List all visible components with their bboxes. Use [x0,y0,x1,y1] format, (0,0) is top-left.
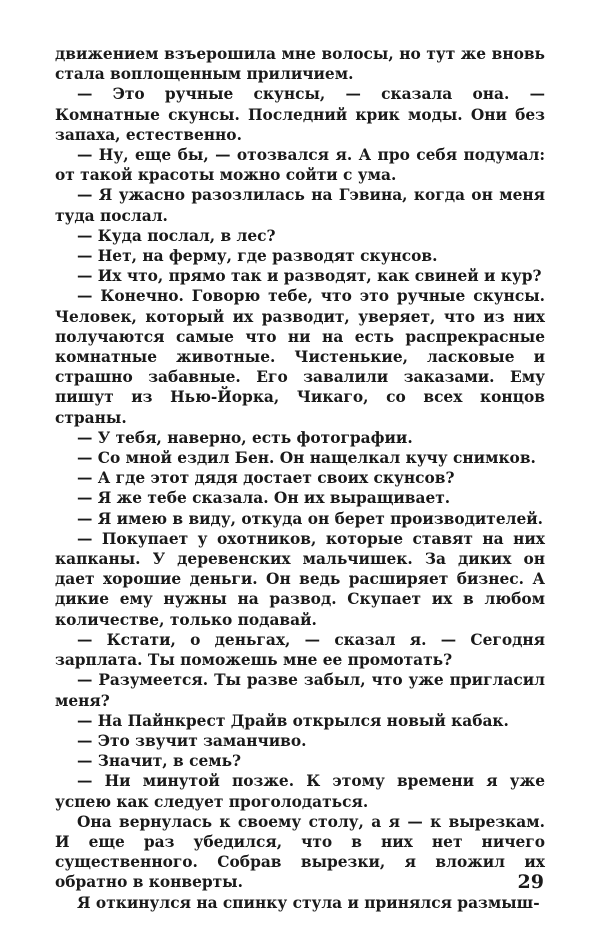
paragraph: — Ни минутой позже. К этому времени я уже успею как следует проголодаться. [55,772,545,811]
paragraph: — Со мной ездил Бен. Он нащелкал кучу снимков. [77,449,536,468]
paragraph: — Я ужасно разозлилась на Гэвина, когда он меня туда послал. [55,186,545,225]
paragraph: — Значит, в семь? [77,752,242,771]
paragraph: — Я же тебе сказала. Он их выращивает. [77,489,451,508]
paragraph: Я откинулся на спинку стула и принялся размыш- [77,893,540,912]
paragraph: — Это ручные скунсы, — сказала она. — Комнатные скунсы. Последний крик моды. Они без запаха, естественно. [55,85,545,144]
paragraph: — У тебя, наверно, есть фотографии. [77,428,413,447]
paragraph: — Ну, еще бы, — отозвался я. А про себя подумал: от такой красоты можно сойти с ума. [55,146,545,185]
paragraph: — Куда послал, в лес? [77,226,276,245]
paragraph: — Кстати, о деньгах, — сказал я. — Сегодня зарплата. Ты поможешь мне ее промотать? [55,630,545,670]
paragraph: — Их что, прямо так и разводят, как свиней и кур? [77,267,542,286]
paragraph: — А где этот дядя достает своих скунсов? [77,469,455,488]
paragraph: движением взъерошила мне волосы, но тут же вновь стала воплощенным приличием. [55,45,545,84]
paragraph: — Это звучит заманчиво. [77,731,307,750]
paragraph: — На Пайнкрест Драйв открылся новый кабак. [77,711,509,730]
paragraph: — Покупает у охотников, которые ставят на них капканы. У деревенских мальчишек. За диких он дает хорошие деньги. Он ведь расширяет бизнес. А дикие ему нужны на развод. Скупает их в любом количестве, только подавай. [55,529,545,629]
paragraph: — Разумеется. Ты разве забыл, что уже пригласил меня? [55,671,545,710]
page-number: 29 [517,871,544,893]
paragraph: Она вернулась к своему столу, а я — к вырезкам. И еще раз убедился, что в них нет ничего существенного. Собрав вырезки, я вложил их обратно в конверты. [55,812,545,892]
paragraph: — Я имею в виду, откуда он берет производителей. [77,509,544,528]
body-text [55,44,545,913]
paragraph: — Нет, на ферму, где разводят скунсов. [77,247,438,266]
paragraph: — Конечно. Говорю тебе, что это ручные скунсы. Человек, который их разводит, уверяет, что из них получаются самые что ни на есть распрекрасные комнатные животные. Чистенькие, ласковые и страшно забавные. Его завалили заказами. Ему пишут из Нью-Йорка, Чикаго, со всех концов страны. [55,287,545,427]
